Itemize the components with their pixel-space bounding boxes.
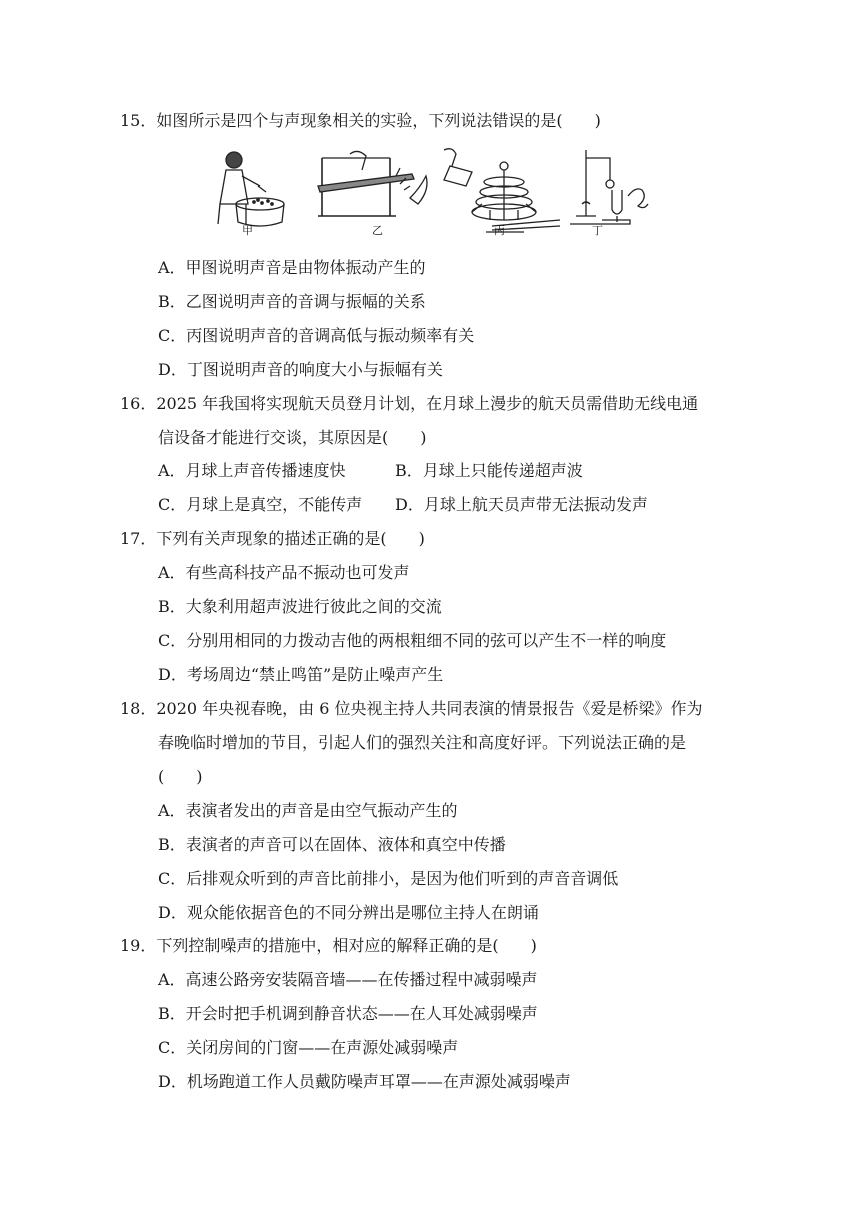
question-16-option-a: A．月球上声音传播速度快 (158, 461, 346, 480)
question-18-stem-line-1: 18．2020 年央视春晚，由 6 位央视主持人共同表演的情景报告《爱是桥梁》作为 (120, 699, 703, 718)
question-18-stem-line-2: 春晚临时增加的节目，引起人们的强烈关注和高度好评。下列说法正确的是 (158, 733, 687, 752)
tuning-fork-experiment-illustration (570, 150, 648, 224)
question-16-stem-line-1: 16．2025 年我国将实现航天员登月计划，在月球上漫步的航天员需借助无线电通 (120, 394, 699, 413)
experiment-illustrations (200, 146, 660, 242)
ruler-experiment-illustration (318, 151, 427, 216)
question-16-option-c: C．月球上是真空，不能传声 (158, 495, 363, 514)
sound-experiments-figure (200, 146, 660, 242)
question-16-option-d: D．月球上航天员声带无法振动发声 (395, 495, 648, 514)
question-19-option-c: C．关闭房间的门窗——在声源处减弱噪声 (158, 1038, 459, 1057)
question-17-option-c: C．分别用相同的力拨动吉他的两根粗细不同的弦可以产生不一样的响度 (158, 631, 667, 650)
question-17-option-d: D．考场周边“禁止鸣笛”是防止噪声产生 (158, 665, 444, 684)
figure-caption-bing: 丙 (494, 224, 505, 237)
question-16-stem-line-2: 信设备才能进行交谈，其原因是( ) (158, 428, 427, 447)
question-19-option-a: A．高速公路旁安装隔音墙——在传播过程中减弱噪声 (158, 970, 538, 989)
question-18-option-a: A．表演者发出的声音是由空气振动产生的 (158, 801, 458, 820)
question-19-option-b: B．开会时把手机调到静音状态——在人耳处减弱噪声 (158, 1004, 538, 1023)
question-15-option-c: C．丙图说明声音的音调高低与振动频率有关 (158, 326, 475, 345)
question-18-option-d: D．观众能依据音色的不同分辨出是哪位主持人在朗诵 (158, 903, 539, 922)
question-15-option-b: B．乙图说明声音的音调与振幅的关系 (158, 292, 426, 311)
question-17-stem: 17．下列有关声现象的描述正确的是( ) (120, 529, 425, 548)
question-18-option-c: C．后排观众听到的声音比前排小，是因为他们听到的声音音调低 (158, 869, 619, 888)
figure-caption-ding: 丁 (592, 224, 603, 237)
question-17-option-a: A．有些高科技产品不振动也可发声 (158, 563, 410, 582)
question-16-option-b: B．月球上只能传递超声波 (395, 461, 583, 480)
figure-caption-yi: 乙 (372, 224, 383, 237)
question-18-stem-line-3: ( ) (158, 767, 203, 786)
question-19-option-d: D．机场跑道工作人员戴防噪声耳罩——在声源处减弱噪声 (158, 1072, 571, 1091)
question-15-option-a: A．甲图说明声音是由物体振动产生的 (158, 258, 426, 277)
drum-experiment-illustration (218, 152, 284, 226)
gear-card-experiment-illustration (444, 149, 560, 232)
question-19-stem: 19．下列控制噪声的措施中，相对应的解释正确的是( ) (120, 936, 537, 955)
question-17-option-b: B．大象利用超声波进行彼此之间的交流 (158, 597, 442, 616)
question-15-option-d: D．丁图说明声音的响度大小与振幅有关 (158, 360, 443, 379)
question-15-stem: 15．如图所示是四个与声现象相关的实验，下列说法错误的是( ) (120, 111, 601, 130)
question-18-option-b: B．表演者的声音可以在固体、液体和真空中传播 (158, 835, 506, 854)
figure-caption-jia: 甲 (242, 224, 253, 237)
